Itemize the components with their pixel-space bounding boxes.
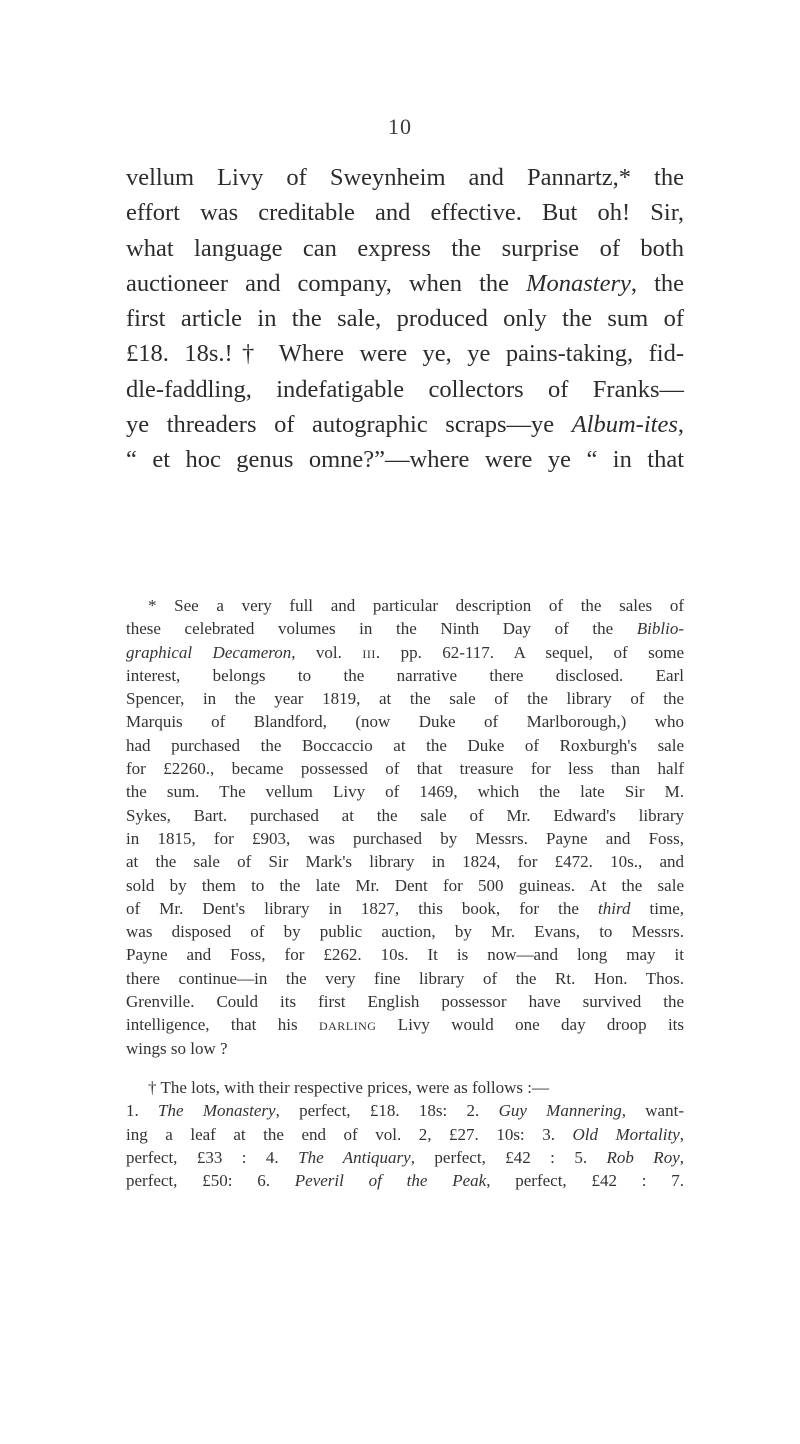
- body-line: “ et hoc genus omne?”—where were ye “ in that: [126, 446, 684, 474]
- footnote-line: [126, 1123, 684, 1146]
- footnote-fragment: Livy would one day droop its: [376, 1015, 684, 1035]
- footnote-fragment: of Mr. Dent's library in 1827, this book, for the: [126, 898, 599, 918]
- footnote-line: Payne and Foss, for £262. 10s. It is now—and long may it: [126, 945, 684, 965]
- body-line: £18. 18s.!† Where were ye, ye pains-taking, fid-: [126, 340, 684, 368]
- body-text-fragment: , the: [630, 269, 684, 297]
- body-line: dle-faddling, indefatigable collectors of Franks—: [126, 375, 684, 403]
- footnote-line: [126, 897, 684, 920]
- italic-term: Album-ites: [571, 411, 678, 439]
- footnote-gap: [126, 1060, 684, 1076]
- footnote-line: * See a very full and particular description of the sales of: [148, 596, 684, 615]
- footnote-line: sold by them to the late Mr. Dent for 500 guineas. At the sale: [126, 875, 684, 895]
- body-line: effort was creditable and effective. But oh! Sir,: [126, 199, 684, 227]
- footnote-line: † The lots, with their respective prices, were as follows :—: [148, 1077, 549, 1097]
- footnote-line: Sykes, Bart. purchased at the sale of Mr. Edward's library: [126, 805, 684, 825]
- footnote-line: [126, 1013, 684, 1036]
- footnote-fragment: , perfect, £18. 18s: 2.: [275, 1101, 499, 1121]
- footnote-fragment: , want-: [621, 1101, 684, 1121]
- italic-title: Old Mortality: [572, 1124, 680, 1144]
- italic-title: Monastery: [526, 269, 631, 297]
- body-line: [126, 266, 684, 301]
- footnote-line: [126, 1169, 684, 1192]
- footnote-fragment: , vol.: [291, 642, 363, 662]
- italic-title: The Monastery: [158, 1101, 276, 1121]
- footnote-line: for £2260., became possessed of that treasure for less than half: [126, 759, 684, 779]
- footnote-line: [126, 641, 684, 664]
- footnote-fragment: ,: [679, 1124, 684, 1144]
- body-text-fragment: auctioneer and company, when the: [126, 269, 527, 297]
- footnote-line: [126, 1146, 684, 1169]
- footnote-fragment: . pp. 62-117. A sequel, of some: [375, 642, 684, 662]
- footnote-fragment: ing a leaf at the end of vol. 2, £27. 10s: 3.: [126, 1124, 573, 1144]
- body-line: what language can express the surprise of both: [126, 234, 684, 262]
- footnote-line: at the sale of Sir Mark's library in 1824, for £472. 10s., and: [126, 852, 684, 872]
- italic-word: third: [598, 898, 631, 918]
- italic-title: graphical Decameron: [126, 642, 292, 662]
- footnote-line: interest, belongs to the narrative there disclosed. Earl: [126, 665, 684, 685]
- footnote-fragment: , perfect, £42 : 7.: [486, 1171, 685, 1191]
- volume-number: iii: [362, 642, 376, 662]
- footnote-line: Spencer, in the year 1819, at the sale of the library of the: [126, 689, 684, 709]
- footnote-dagger: [126, 1076, 684, 1192]
- footnote-line: in 1815, for £903, was purchased by Messrs. Payne and Foss,: [126, 828, 684, 848]
- italic-title: Rob Roy: [606, 1147, 680, 1167]
- footnote-fragment: 1.: [126, 1101, 159, 1121]
- small-caps-word: darling: [318, 1015, 377, 1035]
- footnote-fragment: intelligence, that his: [126, 1015, 319, 1035]
- footnote-line: had purchased the Boccaccio at the Duke of Roxburgh's sale: [126, 735, 684, 755]
- footnote-line: Grenville. Could its first English possessor have survived the: [126, 992, 684, 1012]
- body-line: vellum Livy of Sweynheim and Pannartz,* the: [126, 164, 684, 191]
- footnote-fragment: these celebrated volumes in the Ninth Day of the: [126, 619, 637, 639]
- footnote-asterisk: [126, 594, 684, 1060]
- italic-title: Guy Mannering: [498, 1101, 622, 1121]
- footnote-line: the sum. The vellum Livy of 1469, which the late Sir M.: [126, 782, 684, 802]
- footnote-line: wings so low ?: [126, 1038, 228, 1058]
- footnote-line: [126, 1099, 684, 1122]
- italic-title: Biblio-: [636, 619, 684, 639]
- body-line: [126, 407, 684, 442]
- footnote-fragment: time,: [630, 898, 685, 918]
- main-paragraph: [126, 160, 684, 478]
- footnote-line: was disposed of by public auction, by Mr. Evans, to Messrs.: [126, 922, 684, 942]
- page-number: 10: [388, 114, 412, 139]
- footnote-fragment: ,: [679, 1147, 684, 1167]
- italic-title: The Antiquary: [298, 1147, 411, 1167]
- footnotes: [126, 594, 684, 1192]
- footnote-fragment: perfect, £50: 6.: [126, 1171, 295, 1191]
- footnote-fragment: , perfect, £42 : 5.: [410, 1147, 607, 1167]
- footnote-line: [126, 617, 684, 640]
- footnote-fragment: perfect, £33 : 4.: [126, 1147, 299, 1167]
- italic-title: Peveril of the Peak: [294, 1171, 487, 1191]
- body-text-fragment: ye threaders of autographic scraps—ye: [126, 411, 572, 439]
- footnote-line: there continue—in the very fine library of the Rt. Hon. Thos.: [126, 968, 684, 988]
- body-line: first article in the sale, produced only the sum of: [126, 305, 684, 333]
- footnote-line: Marquis of Blandford, (now Duke of Marlborough,) who: [126, 712, 684, 732]
- body-text-fragment: ,: [677, 411, 684, 439]
